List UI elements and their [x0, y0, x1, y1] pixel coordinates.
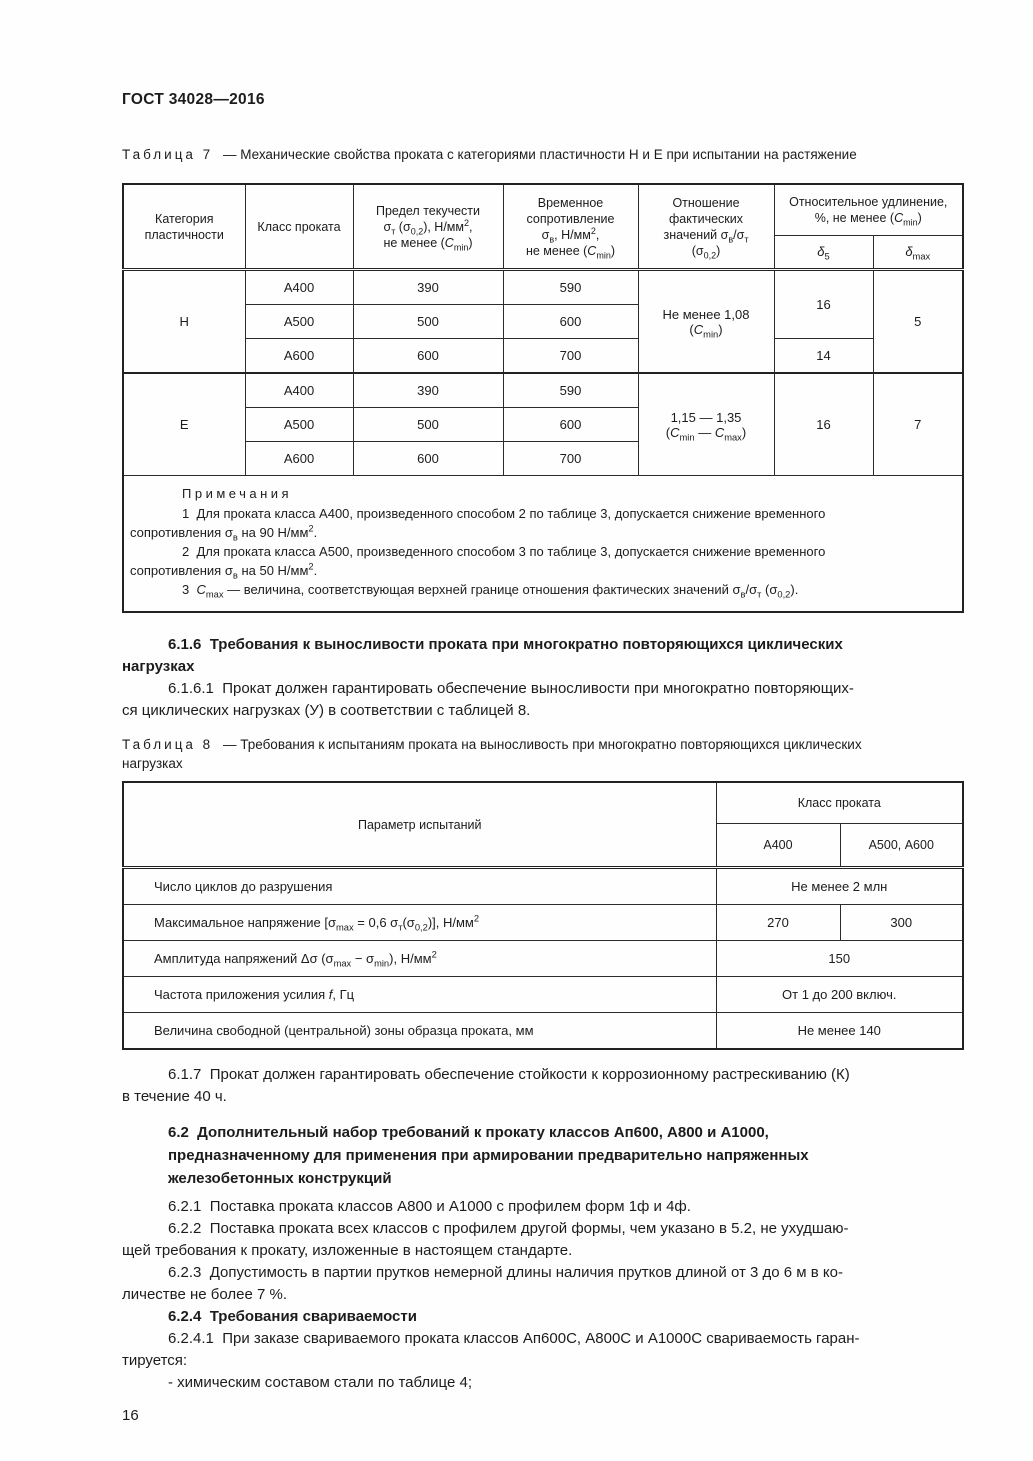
section-6-1-7: 6.1.7 Прокат должен гарантировать обеспечение стойкости к коррозионному растрескиванию (К) в течение 40 ч.	[122, 1066, 850, 1105]
cell-value-a400: 270	[716, 905, 840, 941]
table7-caption-text: — Механические свойства проката с категориями пластичности Н и Е при испытании на растяжение	[222, 147, 857, 162]
cell-param: Максимальное напряжение [$\sigma_{max} = 0,6$ $\sigma_т(\sigma_{0,2})$], $Н/мм^2$	[123, 905, 716, 941]
cell-value-a500: 300	[840, 905, 963, 941]
table-row	[123, 270, 963, 305]
cell-tensile: 590	[503, 373, 638, 408]
table8-caption-label: Таблица 8	[122, 737, 214, 752]
cell-yield: 390	[353, 373, 503, 408]
cell-tensile: 700	[503, 442, 638, 476]
cell-yield: 500	[353, 305, 503, 339]
table7-col-ratio: Отношение фактических значений $\sigma_в/\sigma_т$ $(\sigma_{0,2})$	[638, 184, 774, 270]
cell-tensile: 600	[503, 408, 638, 442]
page-number: 16	[122, 1407, 139, 1424]
note-3: 3 $C_{max}$ — величина, соответствующая верхней границе отношения фактических значений $\sigma_в/\sigma_т$ $(\sigma_{0,2})$.	[182, 582, 799, 600]
cell-ratio-e: 1,15 — 1,35 ($C_{min}$ — $C_{max}$)	[638, 373, 774, 476]
section-6-2-4-1: 6.2.4.1 При заказе свариваемого проката классов Ап600С, А800С и А1000С свариваемость гаран- тируется:	[122, 1330, 860, 1369]
table8-col-a400: А400	[716, 824, 840, 868]
section-6-1-6-title: 6.1.6 Требования к выносливости проката при многократно повторяющихся циклических нагрузках	[122, 636, 843, 675]
cell-dmax-h: 5	[873, 270, 963, 374]
cell-tensile: 590	[503, 270, 638, 305]
cell-value: От 1 до 200 включ.	[716, 977, 963, 1013]
table7-col-dmax: $\delta_{max}$	[873, 236, 963, 270]
table8-caption-text: — Требования к испытаниям проката на выносливость при многократно повторяющихся циклических нагрузках	[122, 737, 862, 771]
cell-param: Частота приложения усилия f, Гц	[123, 977, 716, 1013]
table7-col-elongation: Относительное удлинение, %, не менее $(C_{min})$	[774, 184, 963, 236]
table-row	[123, 1013, 963, 1050]
table7-col-category: Категория пластичности	[123, 184, 245, 270]
table8-col-a500-a600: А500, А600	[840, 824, 963, 868]
table-row	[123, 905, 963, 941]
table-row	[123, 941, 963, 977]
cell-d5-h: 16	[774, 270, 873, 339]
cell-yield: 390	[353, 270, 503, 305]
table-row	[123, 977, 963, 1013]
section-6-2-3: 6.2.3 Допустимость в партии прутков немерной длины наличия прутков длиной от 3 до 6 м в ко- личестве не более 7 %.	[122, 1264, 843, 1303]
table8-col-param: Параметр испытаний	[123, 782, 716, 868]
section-6-2-4-title: 6.2.4 Требования свариваемости	[168, 1308, 417, 1325]
table7-caption-label: Таблица 7	[122, 147, 214, 162]
section-6-1-6-1: 6.1.6.1 Прокат должен гарантировать обеспечение выносливости при многократно повторяющих- ся циклических нагрузках (У) в соответствии с таблицей 8.	[122, 680, 854, 719]
section-6-2-2: 6.2.2 Поставка проката всех классов с профилем другой формы, чем указано в 5.2, не ухудшаю- щей требования к прокату, изложенные в настоящем стандарте.	[122, 1220, 849, 1259]
table7-notes	[123, 476, 963, 613]
table7-col-d5: $\delta_5$	[774, 236, 873, 270]
cell-param: Величина свободной (центральной) зоны образца проката, мм	[123, 1013, 716, 1050]
cell-category-e: Е	[123, 373, 245, 476]
cell-class: А500	[245, 408, 353, 442]
table7	[122, 183, 964, 613]
cell-yield: 600	[353, 339, 503, 374]
table7-col-class: Класс проката	[245, 184, 353, 270]
cell-d5-e: 16	[774, 373, 873, 476]
table8-caption	[122, 735, 962, 773]
cell-value: 150	[716, 941, 963, 977]
cell-param: Число циклов до разрушения	[123, 868, 716, 905]
table7-header-row	[123, 184, 963, 236]
cell-dmax-e: 7	[873, 373, 963, 476]
doc-code: ГОСТ 34028—2016	[122, 91, 265, 108]
bullet-chemical-composition: - химическим составом стали по таблице 4;	[168, 1374, 472, 1391]
cell-value: Не менее 140	[716, 1013, 963, 1050]
cell-category-h: Н	[123, 270, 245, 374]
table-row	[123, 373, 963, 408]
cell-class: А400	[245, 373, 353, 408]
note-1: 1 Для проката класса А400, произведенного способом 2 по таблице 3, допускается снижение временного сопротивления $\sigma_в$ на 90 $Н/мм^2$.	[130, 506, 826, 543]
cell-value: Не менее 2 млн	[716, 868, 963, 905]
cell-tensile: 700	[503, 339, 638, 374]
cell-d5-h2: 14	[774, 339, 873, 374]
cell-class: А600	[245, 339, 353, 374]
cell-ratio-h: Не менее 1,08 $(C_{min})$	[638, 270, 774, 374]
table8-col-class-group: Класс проката	[716, 782, 963, 824]
cell-class: А600	[245, 442, 353, 476]
table8	[122, 781, 964, 1050]
table7-col-tensile: Временное сопротивление $\sigma_в$, $Н/мм^2$, не менее $(C_{min})$	[503, 184, 638, 270]
note-2: 2 Для проката класса А500, произведенного способом 3 по таблице 3, допускается снижение временного сопротивления $\sigma_в$ на 50 $Н/мм^2$.	[130, 544, 826, 581]
table-row	[123, 339, 963, 374]
section-6-2-title: 6.2 Дополнительный набор требований к прокату классов Ап600, А800 и А1000, предназначенному для применения при армировании предварительно напряженных железобетонных конструкций	[168, 1124, 809, 1187]
cell-yield: 600	[353, 442, 503, 476]
table7-caption	[122, 145, 962, 164]
cell-yield: 500	[353, 408, 503, 442]
cell-param: Амплитуда напряжений Δσ $(\sigma_{max} - \sigma_{min})$, $Н/мм^2$	[123, 941, 716, 977]
table7-col-yield: Предел текучести $\sigma_т$ $(\sigma_{0,2})$, $Н/мм^2$, не менее $(C_{min})$	[353, 184, 503, 270]
table-row	[123, 868, 963, 905]
notes-title: Примечания	[182, 486, 293, 501]
table7-notes-row	[123, 476, 963, 613]
cell-class: А500	[245, 305, 353, 339]
table8-header-row	[123, 782, 963, 824]
cell-tensile: 600	[503, 305, 638, 339]
section-6-2-1: 6.2.1 Поставка проката классов А800 и А1000 с профилем форм 1ф и 4ф.	[168, 1198, 691, 1215]
cell-class: А400	[245, 270, 353, 305]
